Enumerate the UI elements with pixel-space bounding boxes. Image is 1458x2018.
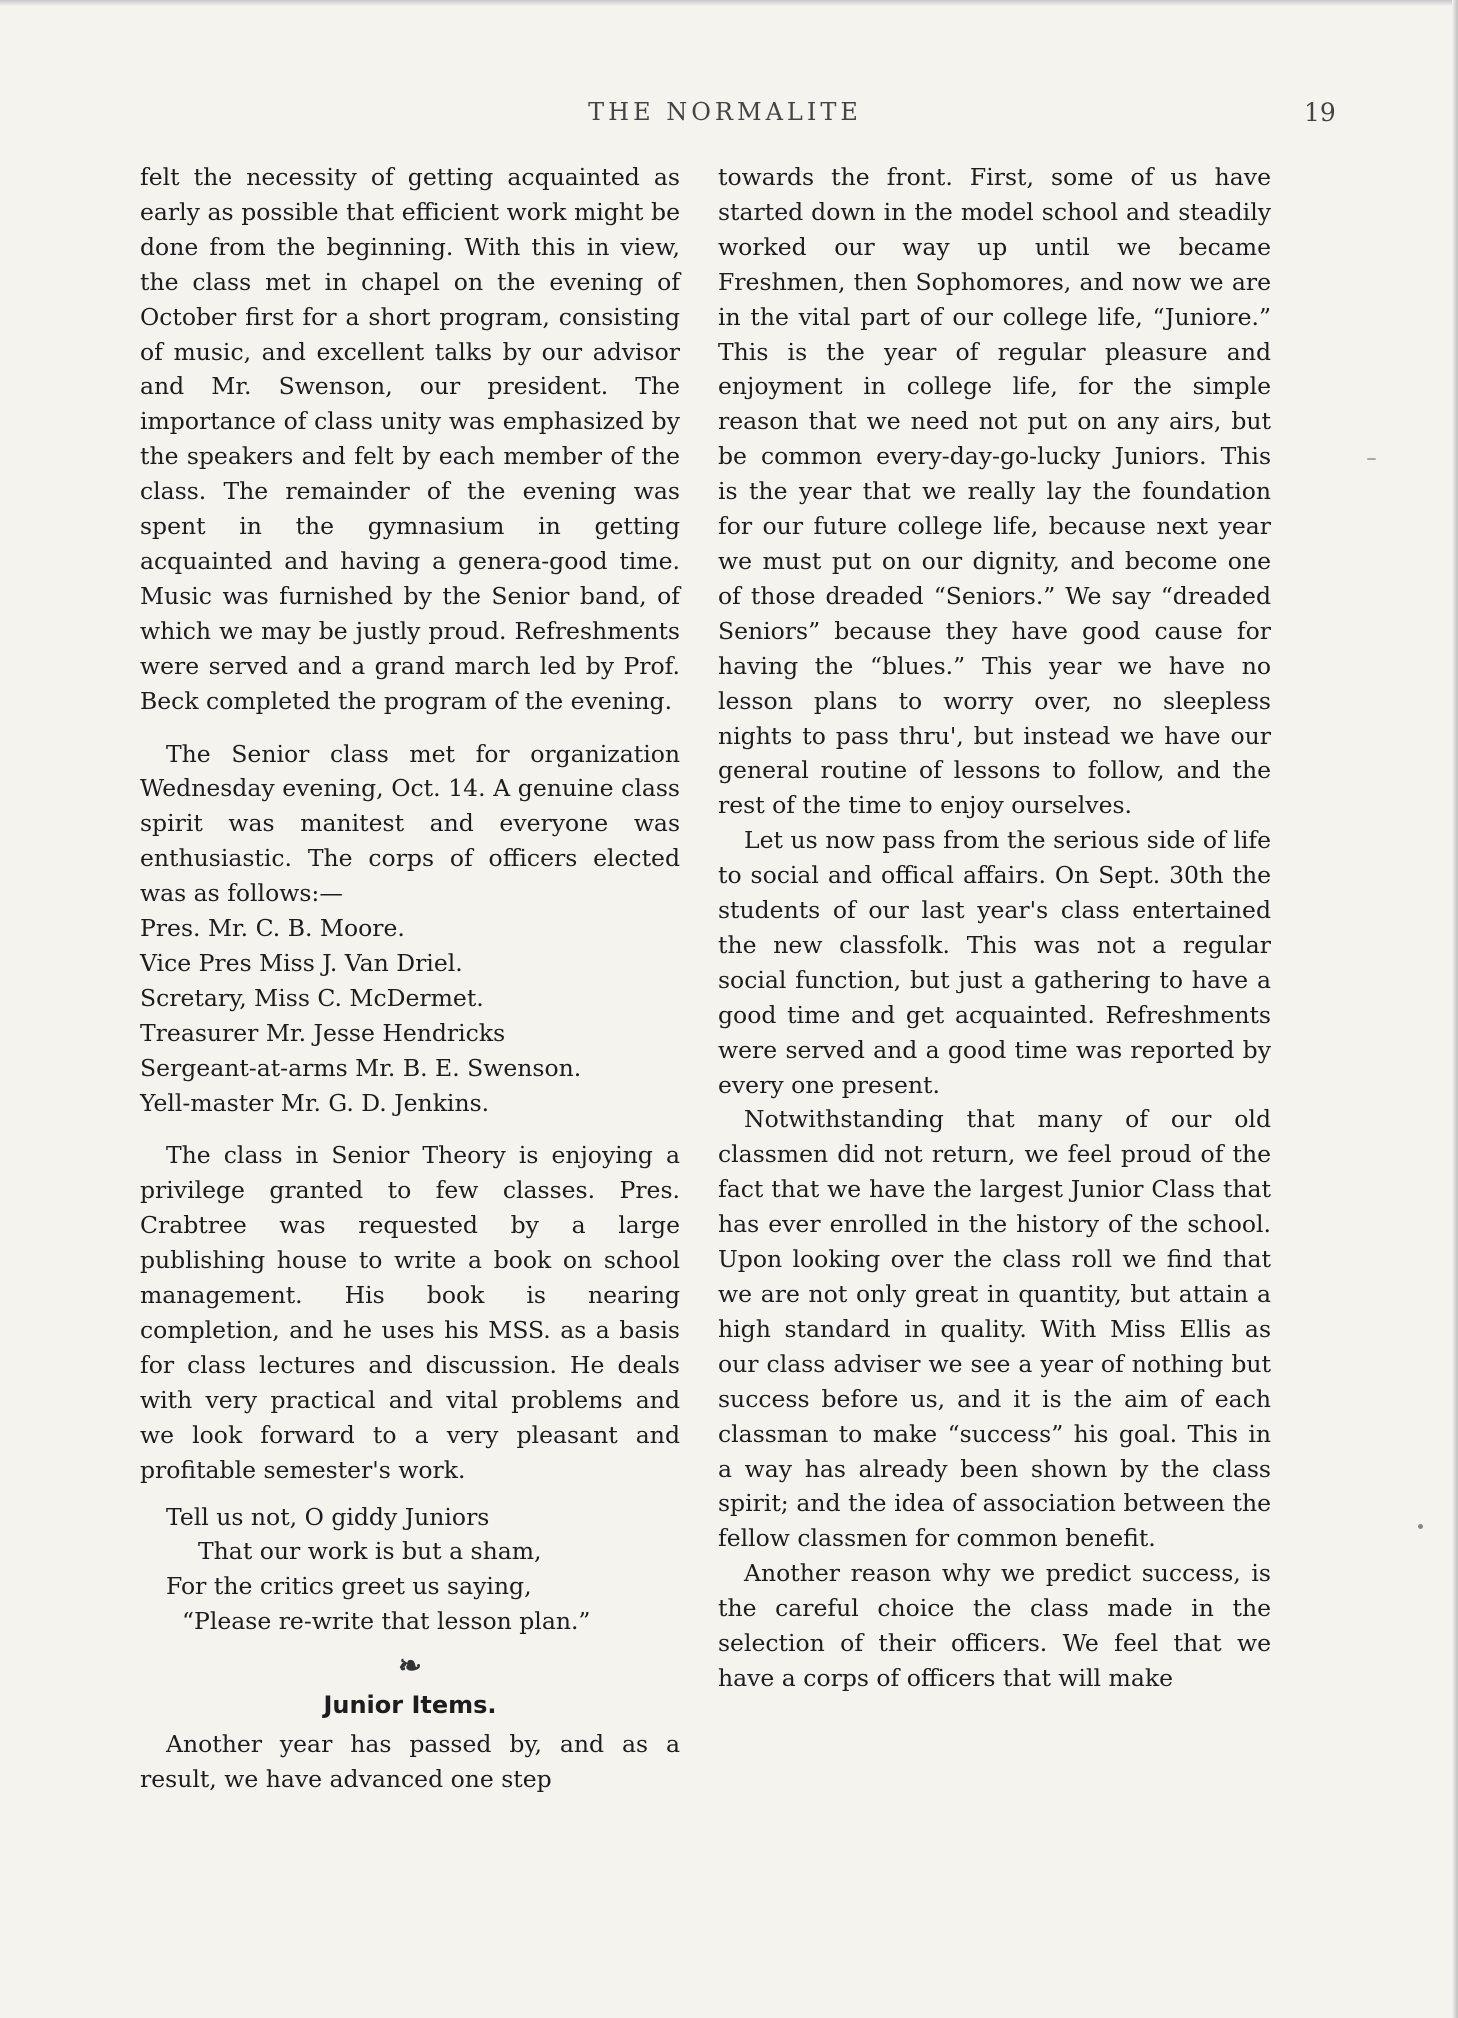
right-column (718, 160, 1271, 1696)
officer-entry: Sergeant-at-arms Mr. B. E. Swenson. (140, 1053, 582, 1082)
officer-entry: Vice Pres Miss J. Van Driel. (140, 948, 463, 977)
officer-entry: Yell-master Mr. G. D. Jenkins. (140, 1088, 490, 1117)
right-paragraph-3: Notwithstanding that many of our old classmen did not return, we feel proud of the fact that we have the largest Junior Class that has ever enrolled in the history of the school. Upon looking over the class roll we find that we are not only great in quantity, but attain a high standard in quality. With Miss Ellis as our class adviser we see a year of nothing but success before us, and it is the aim of each classman to make “success” his goal. This in a way has already been shown by the class spirit; and the idea of association between the fellow classmen for common benefit. (718, 1105, 1271, 1553)
poem-line: For the critics greet us saying, (166, 1572, 532, 1601)
print-speck (1418, 1524, 1423, 1529)
left-column (140, 160, 680, 1797)
left-paragraph-4: Another year has passed by, and as a result, we have advanced one step (140, 1729, 680, 1793)
ornament-icon: ❧ (398, 1649, 422, 1683)
left-paragraph-1: felt the necessity of getting acquainted as early as possible that efficient work might be done from the beginning. With this in view, the class met in chapel on the evening of October first for a short program, consisting of music, and excellent talks by our advisor and Mr. Swenson, our president. The importance of class unity was emphasized by the speakers and felt by each member of the class. The remainder of the evening was spent in the gymnasium in getting acquainted and having a genera-good time. Music was furnished by the Senior band, of which we may be justly proud. Refreshments were served and a grand march led by Prof. Beck completed the program of the evening. (140, 163, 680, 715)
print-speck (1367, 458, 1376, 460)
poem-line: That our work is but a sham, (198, 1537, 542, 1566)
left-paragraph-2: The Senior class met for organization Wednesday evening, Oct. 14. A genuine class spirit was manitest and everyone was enthusiastic. The corps of officers elected was as follows:— (140, 739, 680, 908)
page-number: 19 (1304, 98, 1336, 127)
page-header (0, 98, 1458, 132)
officer-entry: Pres. Mr. C. B. Moore. (140, 914, 405, 943)
page-top-edge (0, 0, 1458, 6)
left-paragraph-3: The class in Senior Theory is enjoying a privilege granted to few classes. Pres. Crabtree was requested by a large publishing house to write a book on school management. His book is nearing completion, and he uses his MSS. as a basis for class lectures and discussion. He deals with very practical and vital problems and we look forward to a very pleasant and profitable semester's work. (140, 1141, 680, 1484)
page-right-edge (1452, 0, 1458, 2018)
officer-entry: Scretary, Miss C. McDermet. (140, 983, 484, 1012)
poem (140, 1500, 680, 1640)
officer-entry: Treasurer Mr. Jesse Hendricks (140, 1018, 506, 1047)
right-paragraph-2: Let us now pass from the serious side of life to social and offical affairs. On Sept. 30th the students of our last year's class entertained the new classfolk. This was not a regular social function, but just a gathering to have a good time and get acquainted. Refreshments were served and a good time was reported by every one present. (718, 826, 1271, 1099)
officer-list (140, 911, 680, 1120)
right-paragraph-4: Another reason why we predict success, is the careful choice the class made in the selection of their officers. We feel that we have a corps of officers that will make (718, 1559, 1271, 1692)
running-title: THE NORMALITE (588, 98, 862, 126)
section-heading: Junior Items. (323, 1691, 497, 1720)
poem-line: “Please re-write that lesson plan.” (182, 1607, 591, 1636)
right-paragraph-1: towards the front. First, some of us have started down in the model school and steadily worked our way up until we became Freshmen, then Sophomores, and now we are in the vital part of our college life, “Juniore.” This is the year of regular pleasure and enjoyment in college life, for the simple reason that we need not put on any airs, but be common every-day-go-lucky Juniors. This is the year that we really lay the foundation for our future college life, because next year we must put on our dignity, and become one of those dreaded “Seniors.” We say “dreaded Seniors” because they have good cause for having the “blues.” This year we have no lesson plans to worry over, no sleepless nights to pass thru', but instead we have our general routine of lessons to follow, and the rest of the time to enjoy ourselves. (718, 163, 1271, 820)
poem-line: Tell us not, O giddy Juniors (166, 1502, 490, 1531)
